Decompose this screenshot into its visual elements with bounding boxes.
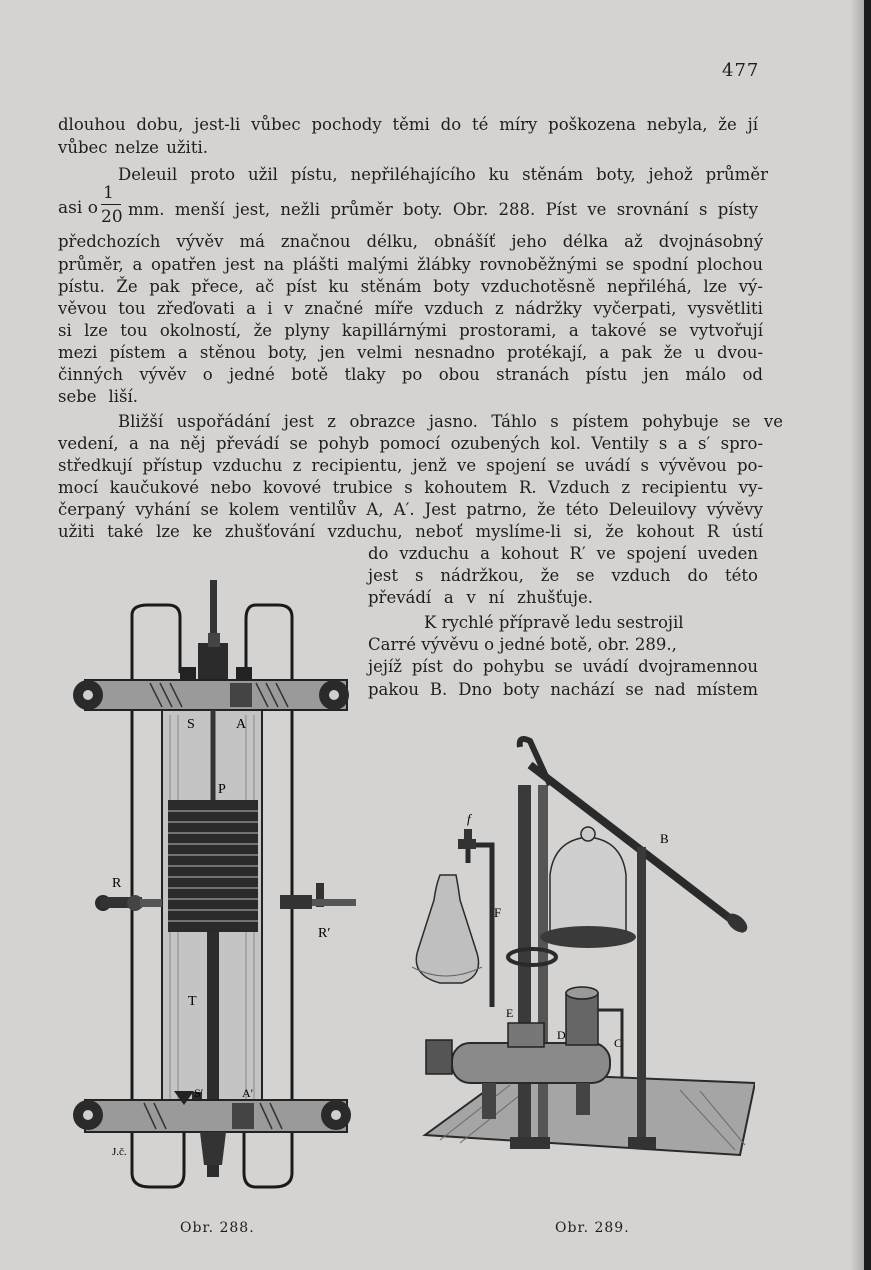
label-P: P	[218, 782, 226, 797]
text-line: Deleuil proto užil pístu, nepřiléhajícího ku stěnám boty, jehož průměr	[118, 165, 768, 184]
text-line: jest s nádržkou, že se vzduch do této	[368, 566, 758, 585]
left-bottom-tube	[132, 1127, 184, 1187]
text-line: mezi pístem a stěnou boty, jen velmi nesnadno protékají, a pak že u dvou-	[58, 343, 764, 362]
text-line: K rychlé přípravě ledu sestrojil	[424, 613, 684, 632]
caption-figure-288: Obr. 288.	[180, 1220, 255, 1236]
text-line: dlouhou dobu, jest-li vůbec pochody těmi do té míry poškozena nebyla, že jí	[58, 115, 758, 134]
label-C: C	[614, 1036, 623, 1050]
text-line: Bližší uspořádání jest z obrazce jasno. Táhlo s pístem pohybuje se ve	[118, 412, 783, 431]
label-R-prime: R′	[318, 926, 331, 941]
text-line: mocí kaučukové nebo kovové trubice s kohoutem R. Vzduch z recipientu vy-	[58, 478, 764, 497]
label-R: R	[112, 876, 122, 891]
rod-guide	[198, 643, 228, 683]
text-line: středkují přístup vzduchu z recipientu, jenž ve spojení se uvádí s vývěvou po-	[58, 456, 764, 475]
text-line: do vzduchu a kohout R′ ve spojení uveden	[368, 544, 758, 563]
page-edge	[864, 0, 871, 1270]
left-tap	[95, 895, 162, 911]
text-line: pístu. Že pak přece, ač píst ku stěnám boty vzduchotěsně nepřiléhá, lze vý-	[58, 277, 763, 296]
label-A-prime: A′	[242, 1086, 254, 1100]
label-F: F	[494, 905, 502, 920]
caption-figure-289: Obr. 289.	[555, 1220, 630, 1236]
text-line: převádí a v ní zhušťuje.	[368, 588, 593, 607]
text-line: pakou B. Dno boty nachází se nad místem	[368, 680, 759, 699]
right-bottom-tube	[244, 1127, 292, 1187]
piston-grooves	[168, 800, 258, 932]
text-line: věvou tou zřeďovati a i v značné míře vzduch z nádržky vyčerpati, vysvětliti	[58, 299, 763, 318]
label-D: D	[557, 1028, 566, 1042]
top-plate	[85, 680, 347, 710]
text-line: vůbec nelze užiti.	[58, 138, 208, 157]
label-A: A	[236, 717, 247, 732]
fraction-numerator: 1	[103, 183, 114, 203]
flask-tube	[468, 845, 492, 1007]
label-f: f	[467, 811, 471, 826]
text-line: činných vývěv o jedné botě tlaky po obou stranách pístu jen málo od	[58, 365, 763, 384]
text-line: si lze tou okolností, že plyny kapillárnými prostorami, a takové se vytvořují	[58, 321, 764, 340]
label-T: T	[188, 994, 197, 1009]
text-line: jejíž píst do pohybu se uvádí dvojramennou	[368, 657, 759, 676]
fraction-bar	[101, 204, 121, 205]
figure-288-illustration	[60, 575, 380, 1215]
page-number: 477	[722, 60, 760, 81]
text-line: mm. menší jest, nežli průměr boty. Obr. 288. Píst ve srovnání s písty	[128, 200, 759, 219]
flask	[416, 875, 478, 983]
text-line: vedení, a na něj převádí se pohyb pomocí ozubených kol. Ventily s a s′ spro-	[58, 434, 764, 453]
text-line: Carré vývěvu o jedné botě, obr. 289.,	[368, 635, 677, 654]
bottom-plate	[85, 1100, 347, 1132]
figure-289-illustration	[400, 735, 755, 1165]
bell-jar	[550, 837, 626, 935]
pump-body	[452, 1043, 610, 1083]
text-line: průměr, a opatřen jest na plášti malými žlábky rovnoběžnými se spodní plochou	[58, 255, 763, 274]
label-S: S	[187, 717, 195, 732]
engraver-mark: J.č.	[112, 1146, 127, 1158]
page-shadow	[850, 0, 864, 1270]
text-line: užiti také lze ke zhušťování vzduchu, neboť myslíme-li si, že kohout R ústí	[58, 522, 763, 541]
text-line: sebe liší.	[58, 387, 138, 406]
text-line: čerpaný vyhání se kolem ventilův A, A′. Jest patrno, že této Deleuilovy vývěvy	[58, 500, 763, 519]
fraction-denominator: 20	[101, 207, 123, 227]
fraction-prefix: asi o	[58, 198, 98, 218]
label-B: B	[660, 831, 669, 846]
label-S-prime: S′	[194, 1086, 204, 1100]
text-line: předchozích vývěv má značnou délku, obnášíť jeho délka až dvojnásobný	[58, 232, 764, 251]
label-E: E	[506, 1006, 514, 1020]
